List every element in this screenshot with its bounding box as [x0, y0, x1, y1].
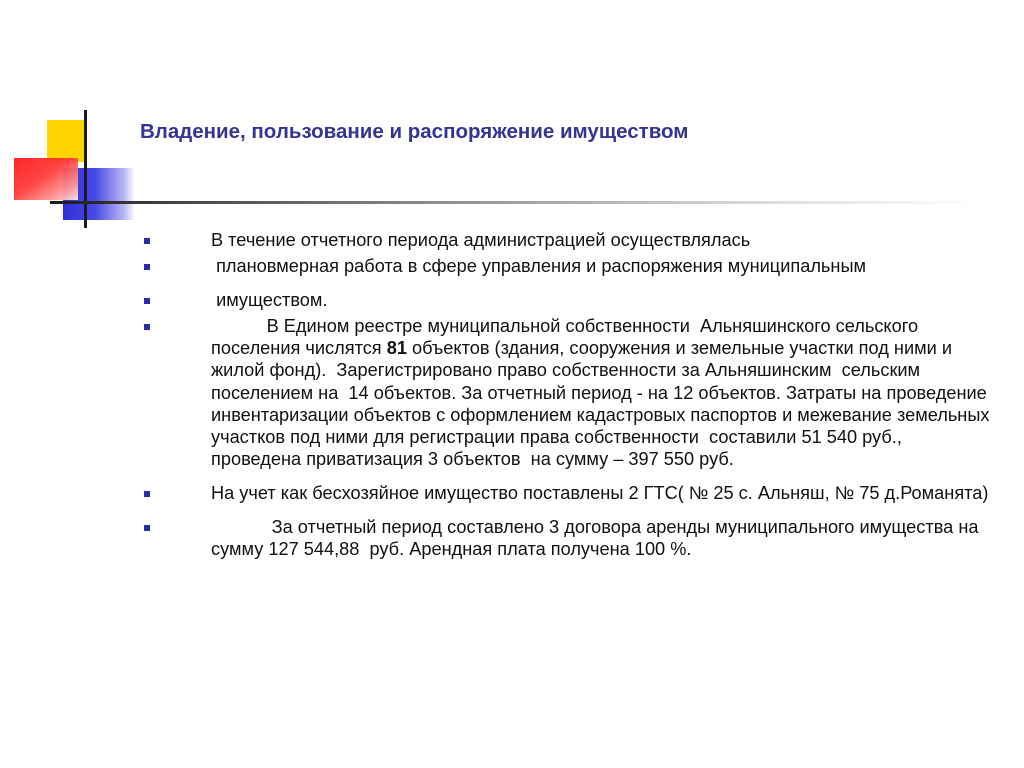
decorative-red-square: [14, 158, 78, 200]
list-item: [140, 229, 990, 251]
list-item-text: плановмерная работа в сфере управления и распоряжения муниципальным: [211, 256, 867, 277]
decorative-vertical-line: [84, 110, 87, 228]
list-item: [140, 516, 990, 560]
list-item-text: [211, 316, 995, 469]
list-item-text: В течение отчетного периода администрацией осуществлялась: [211, 230, 751, 250]
square-bullet-icon: [144, 525, 150, 531]
square-bullet-icon: [144, 264, 150, 270]
square-bullet-icon: [144, 324, 150, 330]
square-bullet-icon: [144, 298, 150, 304]
bullet-list: [140, 229, 995, 564]
list-item-text: На учет как бесхозяйное имущество поставлены 2 ГТС( № 25 с. Альняш, № 75 д.Романята): [211, 482, 989, 503]
square-bullet-icon: [144, 238, 150, 244]
list-item-text-post: объектов (здания, сооружения и земельные участки под ними и жилой фонд). Зарегистрировано право собственности за Альняшинским сельским поселением на 14 объектов. За отчетный период - на 12 объектов. Затраты на проведение инвентаризации объектов с оформлением кадастровых паспортов и межевание земельных участков под ними для регистрации права собственности составили 51 540 руб., проведена приватизация 3 объектов на сумму – 397 550 руб.: [211, 338, 995, 469]
title-underline: [50, 201, 980, 204]
list-item-text: имуществом.: [211, 290, 328, 311]
object-count: 81: [386, 338, 407, 359]
square-bullet-icon: [144, 491, 150, 497]
slide-title: Владение, пользование и распоряжение имуществом: [140, 120, 689, 143]
decorative-yellow-square: [47, 120, 87, 162]
list-item-text: За отчетный период составлено 3 договора аренды муниципального имущества на сумму 127 544,88 руб. Арендная плата получена 100 %.: [211, 517, 984, 560]
list-item: [140, 482, 990, 504]
list-item: [140, 315, 995, 470]
list-item: [140, 255, 990, 277]
list-item-text-pre: В Едином реестре муниципальной собственности Альняшинского сельского поселения числятся: [211, 316, 924, 359]
list-item: [140, 289, 990, 311]
